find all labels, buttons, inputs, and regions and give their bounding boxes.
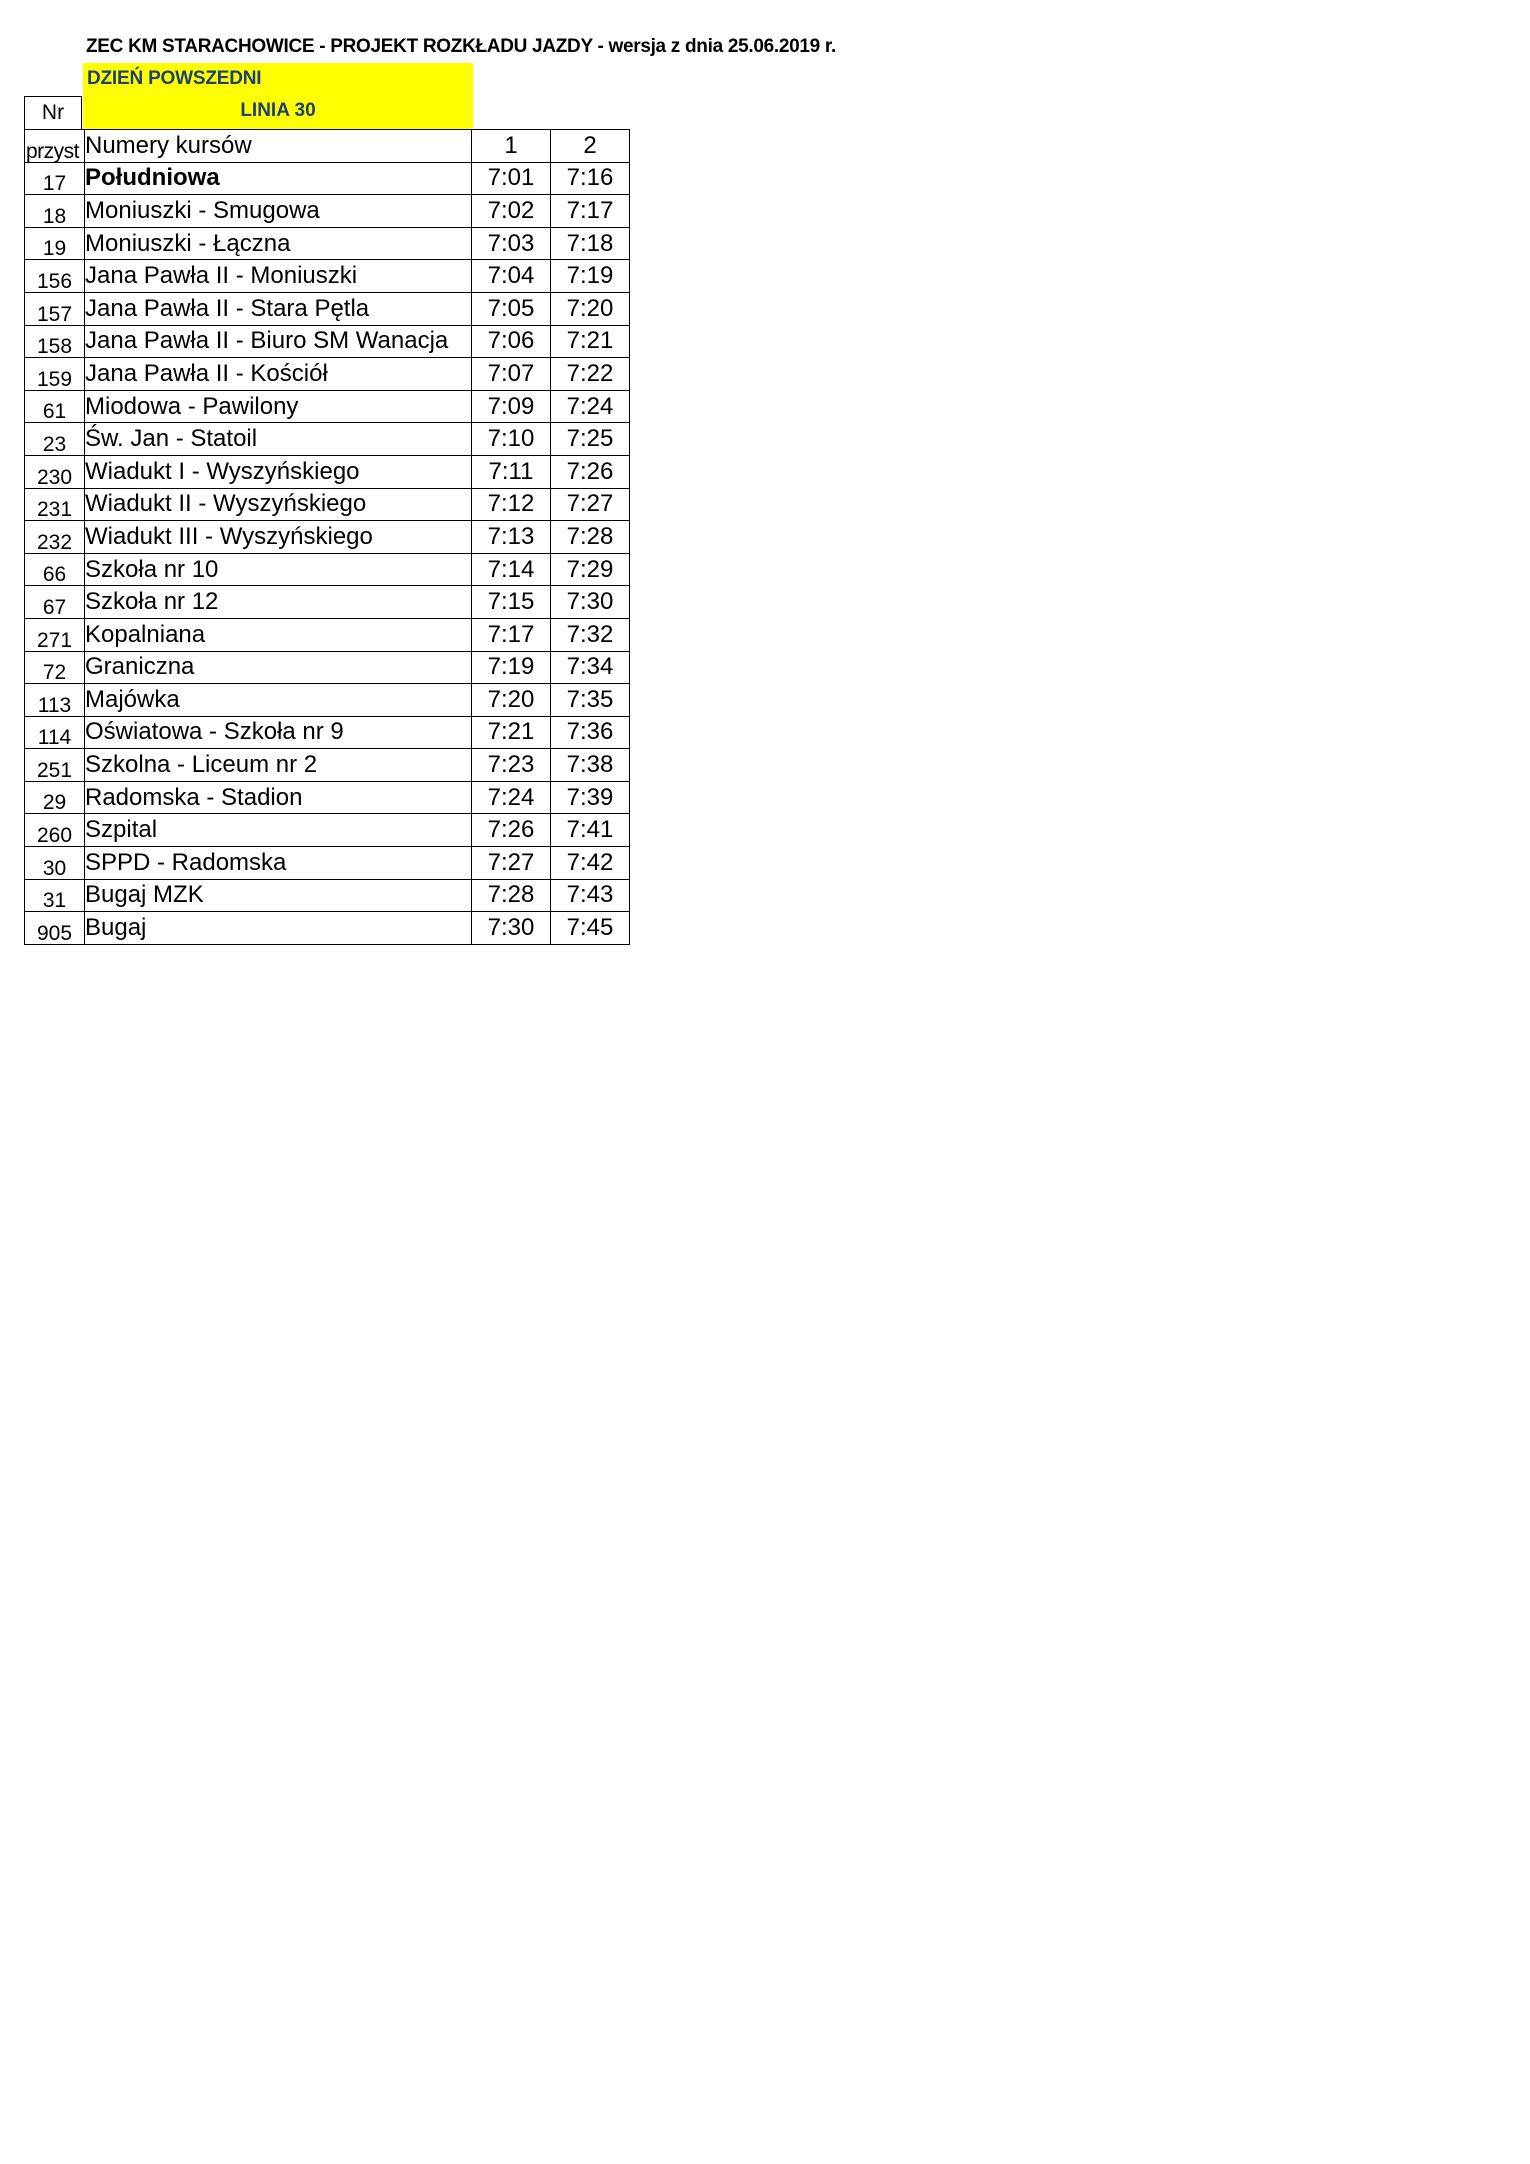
stop-name: Szkolna - Liceum nr 2 (85, 749, 472, 782)
stop-number: 232 (25, 521, 85, 554)
table-row (25, 912, 630, 945)
stop-number: 113 (25, 684, 85, 717)
table-row (25, 553, 630, 586)
stop-number: 157 (25, 292, 85, 325)
stop-number: 159 (25, 358, 85, 391)
course-number-2: 2 (551, 130, 630, 163)
departure-time-course-2: 7:45 (551, 912, 630, 945)
stop-number: 72 (25, 651, 85, 684)
departure-time-course-1: 7:27 (472, 847, 551, 880)
courses-label: Numery kursów (85, 130, 472, 163)
stop-number: 230 (25, 455, 85, 488)
table-row (25, 847, 630, 880)
stop-number: 114 (25, 716, 85, 749)
stop-number: 156 (25, 260, 85, 293)
departure-time-course-2: 7:28 (551, 521, 630, 554)
table-row (25, 358, 630, 391)
course-number-1: 1 (472, 130, 551, 163)
stop-number: 66 (25, 553, 85, 586)
departure-time-course-1: 7:14 (472, 553, 551, 586)
table-row (25, 488, 630, 521)
stop-number: 17 (25, 162, 85, 195)
table-row (25, 749, 630, 782)
stop-number: 158 (25, 325, 85, 358)
stop-name: Szpital (85, 814, 472, 847)
departure-time-course-1: 7:13 (472, 521, 551, 554)
stop-name: Moniuszki - Łączna (85, 227, 472, 260)
departure-time-course-1: 7:28 (472, 879, 551, 912)
stop-number: 19 (25, 227, 85, 260)
departure-time-course-1: 7:17 (472, 618, 551, 651)
table-row (25, 325, 630, 358)
stop-number: 31 (25, 879, 85, 912)
departure-time-course-2: 7:30 (551, 586, 630, 619)
stop-number: 905 (25, 912, 85, 945)
departure-time-course-2: 7:34 (551, 651, 630, 684)
table-row (25, 390, 630, 423)
stop-number: 271 (25, 618, 85, 651)
stop-name: Bugaj MZK (85, 879, 472, 912)
stop-name: Św. Jan - Statoil (85, 423, 472, 456)
departure-time-course-1: 7:02 (472, 195, 551, 228)
timetable-body (25, 130, 630, 945)
stop-name: Szkoła nr 10 (85, 553, 472, 586)
departure-time-course-1: 7:19 (472, 651, 551, 684)
document-title: ZEC KM STARACHOWICE - PROJEKT ROZKŁADU JAZDY - wersja z dnia 25.06.2019 r. (86, 36, 836, 57)
stop-name: Jana Pawła II - Biuro SM Wanacja (85, 325, 472, 358)
stop-name: Oświatowa - Szkoła nr 9 (85, 716, 472, 749)
table-row (25, 716, 630, 749)
table-row (25, 781, 630, 814)
departure-time-course-2: 7:26 (551, 455, 630, 488)
table-row (25, 879, 630, 912)
departure-time-course-2: 7:39 (551, 781, 630, 814)
line-label: LINIA 30 (240, 100, 316, 121)
stop-name: Szkoła nr 12 (85, 586, 472, 619)
stop-number: 231 (25, 488, 85, 521)
departure-time-course-2: 7:17 (551, 195, 630, 228)
stop-number: 61 (25, 390, 85, 423)
table-row (25, 651, 630, 684)
departure-time-course-1: 7:04 (472, 260, 551, 293)
departure-time-course-1: 7:24 (472, 781, 551, 814)
departure-time-course-2: 7:38 (551, 749, 630, 782)
table-row (25, 423, 630, 456)
stop-name: Jana Pawła II - Stara Pętla (85, 292, 472, 325)
table-row (25, 162, 630, 195)
stop-number-header: Nr (24, 96, 82, 129)
departure-time-course-2: 7:43 (551, 879, 630, 912)
departure-time-course-2: 7:21 (551, 325, 630, 358)
stop-name: Południowa (85, 162, 472, 195)
departure-time-course-2: 7:29 (551, 553, 630, 586)
stop-name: Wiadukt I - Wyszyńskiego (85, 455, 472, 488)
departure-time-course-1: 7:21 (472, 716, 551, 749)
table-row (25, 618, 630, 651)
departure-time-course-1: 7:11 (472, 455, 551, 488)
departure-time-course-1: 7:05 (472, 292, 551, 325)
departure-time-course-2: 7:32 (551, 618, 630, 651)
stop-number: 251 (25, 749, 85, 782)
table-row (25, 292, 630, 325)
departure-time-course-2: 7:36 (551, 716, 630, 749)
departure-time-course-1: 7:07 (472, 358, 551, 391)
stop-number: 29 (25, 781, 85, 814)
stop-name: Moniuszki - Smugowa (85, 195, 472, 228)
stop-name: Wiadukt III - Wyszyńskiego (85, 521, 472, 554)
stop-name: SPPD - Radomska (85, 847, 472, 880)
departure-time-course-2: 7:27 (551, 488, 630, 521)
departure-time-course-2: 7:16 (551, 162, 630, 195)
stop-name: Kopalniana (85, 618, 472, 651)
table-row (25, 521, 630, 554)
timetable (24, 129, 630, 945)
departure-time-course-1: 7:06 (472, 325, 551, 358)
departure-time-course-2: 7:22 (551, 358, 630, 391)
departure-time-course-2: 7:35 (551, 684, 630, 717)
table-row (25, 586, 630, 619)
departure-time-course-1: 7:12 (472, 488, 551, 521)
departure-time-course-2: 7:25 (551, 423, 630, 456)
departure-time-course-2: 7:24 (551, 390, 630, 423)
departure-time-course-2: 7:20 (551, 292, 630, 325)
stop-name: Wiadukt II - Wyszyńskiego (85, 488, 472, 521)
departure-time-course-1: 7:23 (472, 749, 551, 782)
stop-name: Miodowa - Pawilony (85, 390, 472, 423)
departure-time-course-1: 7:30 (472, 912, 551, 945)
stop-number: 260 (25, 814, 85, 847)
departure-time-course-1: 7:09 (472, 390, 551, 423)
stop-number: 30 (25, 847, 85, 880)
day-type-label: DZIEŃ POWSZEDNI (87, 68, 262, 89)
table-row (25, 684, 630, 717)
stop-name: Jana Pawła II - Kościół (85, 358, 472, 391)
stop-number: 18 (25, 195, 85, 228)
table-row (25, 195, 630, 228)
course-header-row (25, 130, 630, 163)
table-row (25, 455, 630, 488)
stop-number: 67 (25, 586, 85, 619)
departure-time-course-1: 7:03 (472, 227, 551, 260)
table-row (25, 227, 630, 260)
departure-time-course-1: 7:15 (472, 586, 551, 619)
departure-time-course-2: 7:19 (551, 260, 630, 293)
departure-time-course-2: 7:42 (551, 847, 630, 880)
stop-name: Majówka (85, 684, 472, 717)
departure-time-course-1: 7:10 (472, 423, 551, 456)
table-row (25, 260, 630, 293)
table-row (25, 814, 630, 847)
stop-number-header-cont: przyst (25, 130, 85, 163)
departure-time-course-1: 7:26 (472, 814, 551, 847)
stop-name: Jana Pawła II - Moniuszki (85, 260, 472, 293)
departure-time-course-2: 7:41 (551, 814, 630, 847)
departure-time-course-1: 7:20 (472, 684, 551, 717)
departure-time-course-1: 7:01 (472, 162, 551, 195)
stop-name: Graniczna (85, 651, 472, 684)
stop-name: Bugaj (85, 912, 472, 945)
stop-number: 23 (25, 423, 85, 456)
stop-name: Radomska - Stadion (85, 781, 472, 814)
departure-time-course-2: 7:18 (551, 227, 630, 260)
